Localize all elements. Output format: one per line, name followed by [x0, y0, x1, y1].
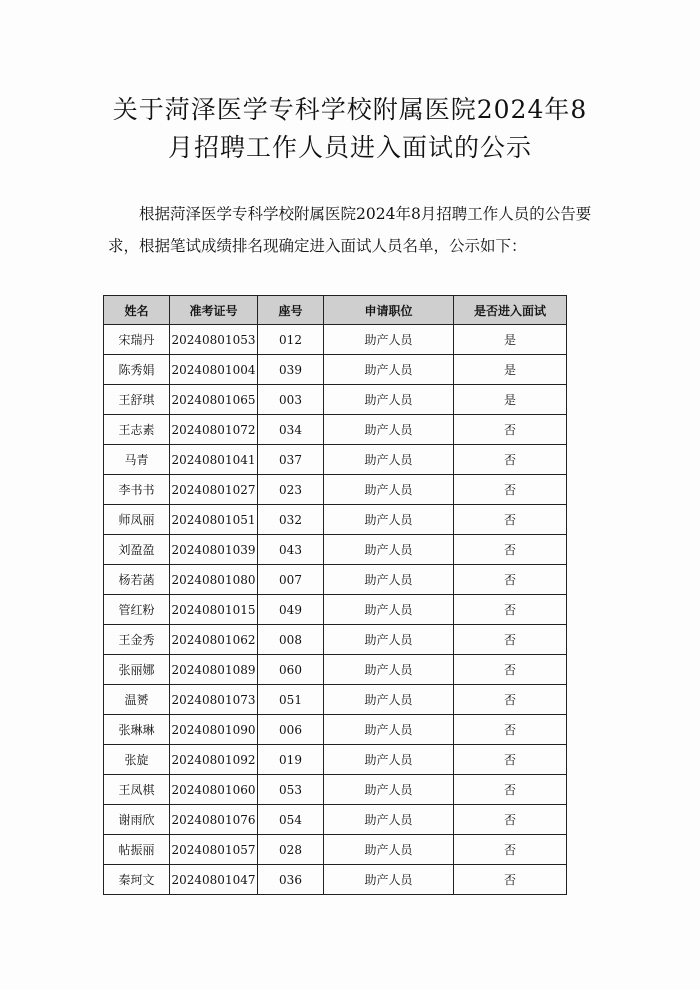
cell-position: 助产人员 — [324, 685, 454, 715]
cell-interview-status: 否 — [454, 835, 567, 865]
cell-seat-number: 051 — [258, 685, 324, 715]
table-row — [104, 475, 567, 505]
cell-interview-status: 否 — [454, 745, 567, 775]
cell-name: 马青 — [104, 445, 170, 475]
cell-seat-number: 032 — [258, 505, 324, 535]
candidate-table — [103, 295, 567, 895]
cell-interview-status: 否 — [454, 655, 567, 685]
table-row — [104, 445, 567, 475]
intro-paragraph: 根据菏泽医学专科学校附属医院2024年8月招聘工作人员的公告要求，根据笔试成绩排名现确定进入面试人员名单，公示如下： — [108, 205, 592, 255]
cell-seat-number: 037 — [258, 445, 324, 475]
header-position: 申请职位 — [324, 296, 454, 325]
cell-exam-number: 20240801090 — [170, 715, 258, 745]
cell-seat-number: 003 — [258, 385, 324, 415]
cell-seat-number: 039 — [258, 355, 324, 385]
cell-position: 助产人员 — [324, 565, 454, 595]
cell-position: 助产人员 — [324, 415, 454, 445]
cell-seat-number: 054 — [258, 805, 324, 835]
header-seat-number: 座号 — [258, 296, 324, 325]
cell-interview-status: 否 — [454, 505, 567, 535]
table-row — [104, 505, 567, 535]
table-row — [104, 805, 567, 835]
cell-seat-number: 028 — [258, 835, 324, 865]
cell-interview-status: 是 — [454, 385, 567, 415]
table-header-row — [104, 296, 567, 325]
cell-seat-number: 023 — [258, 475, 324, 505]
cell-exam-number: 20240801051 — [170, 505, 258, 535]
cell-name: 王凤棋 — [104, 775, 170, 805]
cell-name: 王志素 — [104, 415, 170, 445]
table-row — [104, 415, 567, 445]
table-row — [104, 595, 567, 625]
cell-name: 陈秀娟 — [104, 355, 170, 385]
cell-exam-number: 20240801027 — [170, 475, 258, 505]
cell-position: 助产人员 — [324, 535, 454, 565]
table-row — [104, 325, 567, 355]
cell-interview-status: 否 — [454, 445, 567, 475]
cell-interview-status: 否 — [454, 595, 567, 625]
table-row — [104, 385, 567, 415]
cell-position: 助产人员 — [324, 325, 454, 355]
cell-name: 李书书 — [104, 475, 170, 505]
cell-exam-number: 20240801092 — [170, 745, 258, 775]
cell-interview-status: 否 — [454, 715, 567, 745]
cell-position: 助产人员 — [324, 355, 454, 385]
cell-seat-number: 060 — [258, 655, 324, 685]
candidate-table-container — [103, 295, 566, 895]
cell-name: 刘盈盈 — [104, 535, 170, 565]
cell-seat-number: 036 — [258, 865, 324, 895]
cell-interview-status: 否 — [454, 565, 567, 595]
cell-name: 杨若菡 — [104, 565, 170, 595]
cell-name: 秦珂文 — [104, 865, 170, 895]
cell-exam-number: 20240801053 — [170, 325, 258, 355]
cell-interview-status: 否 — [454, 475, 567, 505]
cell-interview-status: 否 — [454, 535, 567, 565]
cell-exam-number: 20240801072 — [170, 415, 258, 445]
cell-name: 管红粉 — [104, 595, 170, 625]
table-row — [104, 835, 567, 865]
cell-seat-number: 053 — [258, 775, 324, 805]
cell-position: 助产人员 — [324, 595, 454, 625]
cell-exam-number: 20240801073 — [170, 685, 258, 715]
cell-interview-status: 是 — [454, 325, 567, 355]
cell-interview-status: 否 — [454, 865, 567, 895]
cell-position: 助产人员 — [324, 805, 454, 835]
table-row — [104, 355, 567, 385]
cell-exam-number: 20240801089 — [170, 655, 258, 685]
table-row — [104, 715, 567, 745]
cell-seat-number: 034 — [258, 415, 324, 445]
cell-name: 温赟 — [104, 685, 170, 715]
cell-position: 助产人员 — [324, 505, 454, 535]
cell-exam-number: 20240801076 — [170, 805, 258, 835]
document-title-line-1: 关于菏泽医学专科学校附属医院2024年8 — [112, 95, 588, 124]
cell-position: 助产人员 — [324, 655, 454, 685]
cell-name: 师凤丽 — [104, 505, 170, 535]
cell-exam-number: 20240801004 — [170, 355, 258, 385]
cell-interview-status: 否 — [454, 415, 567, 445]
cell-seat-number: 049 — [258, 595, 324, 625]
header-exam-number: 准考证号 — [170, 296, 258, 325]
cell-exam-number: 20240801015 — [170, 595, 258, 625]
cell-seat-number: 012 — [258, 325, 324, 355]
cell-exam-number: 20240801039 — [170, 535, 258, 565]
cell-interview-status: 是 — [454, 355, 567, 385]
cell-name: 张琳琳 — [104, 715, 170, 745]
cell-position: 助产人员 — [324, 625, 454, 655]
cell-name: 宋瑞丹 — [104, 325, 170, 355]
table-row — [104, 775, 567, 805]
cell-seat-number: 019 — [258, 745, 324, 775]
table-row — [104, 865, 567, 895]
cell-position: 助产人员 — [324, 865, 454, 895]
cell-interview-status: 否 — [454, 625, 567, 655]
table-row — [104, 655, 567, 685]
cell-position: 助产人员 — [324, 475, 454, 505]
cell-position: 助产人员 — [324, 715, 454, 745]
cell-exam-number: 20240801047 — [170, 865, 258, 895]
cell-position: 助产人员 — [324, 385, 454, 415]
cell-seat-number: 008 — [258, 625, 324, 655]
cell-exam-number: 20240801065 — [170, 385, 258, 415]
cell-exam-number: 20240801041 — [170, 445, 258, 475]
cell-interview-status: 否 — [454, 805, 567, 835]
cell-seat-number: 006 — [258, 715, 324, 745]
cell-position: 助产人员 — [324, 445, 454, 475]
table-row — [104, 745, 567, 775]
header-interview-status: 是否进入面试 — [454, 296, 567, 325]
cell-seat-number: 007 — [258, 565, 324, 595]
cell-seat-number: 043 — [258, 535, 324, 565]
document-title-line-2: 月招聘工作人员进入面试的公示 — [167, 133, 532, 162]
cell-exam-number: 20240801060 — [170, 775, 258, 805]
cell-name: 张旋 — [104, 745, 170, 775]
cell-name: 帖振丽 — [104, 835, 170, 865]
cell-exam-number: 20240801062 — [170, 625, 258, 655]
cell-interview-status: 否 — [454, 775, 567, 805]
table-row — [104, 535, 567, 565]
table-row — [104, 625, 567, 655]
table-body — [104, 325, 567, 895]
cell-exam-number: 20240801080 — [170, 565, 258, 595]
cell-name: 张丽娜 — [104, 655, 170, 685]
table-row — [104, 565, 567, 595]
cell-exam-number: 20240801057 — [170, 835, 258, 865]
cell-position: 助产人员 — [324, 775, 454, 805]
table-row — [104, 685, 567, 715]
cell-name: 谢雨欣 — [104, 805, 170, 835]
cell-name: 王舒琪 — [104, 385, 170, 415]
cell-position: 助产人员 — [324, 835, 454, 865]
cell-interview-status: 否 — [454, 685, 567, 715]
header-name: 姓名 — [104, 296, 170, 325]
cell-position: 助产人员 — [324, 745, 454, 775]
cell-name: 王金秀 — [104, 625, 170, 655]
